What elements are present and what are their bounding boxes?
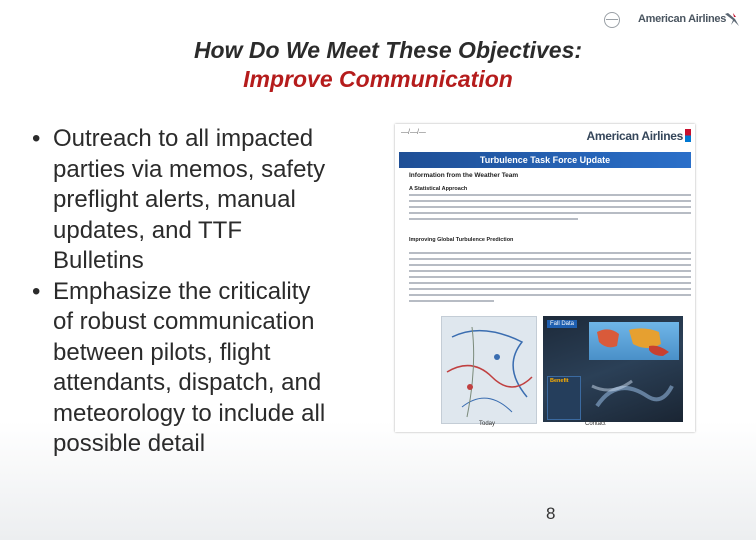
benefit-panel — [547, 376, 581, 420]
slide-title — [0, 36, 756, 94]
bullet-list — [32, 124, 382, 460]
doc-date-line: —/—/— — [401, 129, 426, 136]
title-line-2: Improve Communication — [243, 66, 513, 92]
bullet-line: meteorology to include all — [53, 399, 326, 427]
eagle-logo-icon — [724, 11, 740, 27]
bullet-line: preflight alerts, manual — [53, 186, 296, 213]
bullet-line: between pilots, flight — [53, 338, 271, 366]
globe-icon — [604, 12, 620, 28]
bullet-marker: • — [32, 125, 41, 152]
logo-brand-text: American Airlines — [638, 13, 727, 25]
page-number: 8 — [546, 504, 556, 523]
bullet-line: possible detail — [53, 430, 206, 457]
bullet-line: of robust communication — [53, 308, 315, 335]
weather-map-image — [441, 316, 537, 424]
doc-subheading-2: Improving Global Turbulence Prediction — [409, 237, 514, 243]
bullet-marker: • — [32, 277, 41, 305]
benefit-tag: Benefit — [550, 378, 569, 384]
bullet-line: updates, and TTF — [53, 216, 242, 244]
bullet-line: Outreach to all impacted — [53, 125, 314, 152]
doc-footer-left: Today — [479, 421, 496, 427]
bullet-item-outreach — [32, 124, 382, 277]
doc-paragraph-2 — [409, 252, 691, 306]
doc-banner: Turbulence Task Force Update — [399, 152, 691, 168]
flag-logo-icon — [685, 129, 691, 142]
bullet-line: attendants, dispatch, and — [53, 369, 322, 396]
bullet-line: parties via memos, safety — [53, 155, 326, 183]
sat-image-tag: Fall Data — [547, 320, 577, 328]
doc-brand: American Airlines — [586, 129, 683, 143]
american-airlines-logo — [604, 10, 744, 32]
bullet-line: Bulletins — [53, 247, 144, 274]
doc-footer-right: Contact — [585, 421, 606, 427]
ttf-bulletin-image — [395, 124, 695, 432]
doc-subheading-1: A Statistical Approach — [409, 186, 468, 192]
doc-section-heading: Information from the Weather Team — [409, 172, 519, 179]
satellite-image — [543, 316, 683, 422]
doc-paragraph-1 — [409, 194, 691, 224]
title-line-1: How Do We Meet These Objectives: — [193, 37, 583, 63]
bullet-item-emphasize — [32, 277, 382, 460]
world-map-inset — [589, 322, 679, 360]
bullet-line: Emphasize the criticality — [53, 277, 311, 305]
